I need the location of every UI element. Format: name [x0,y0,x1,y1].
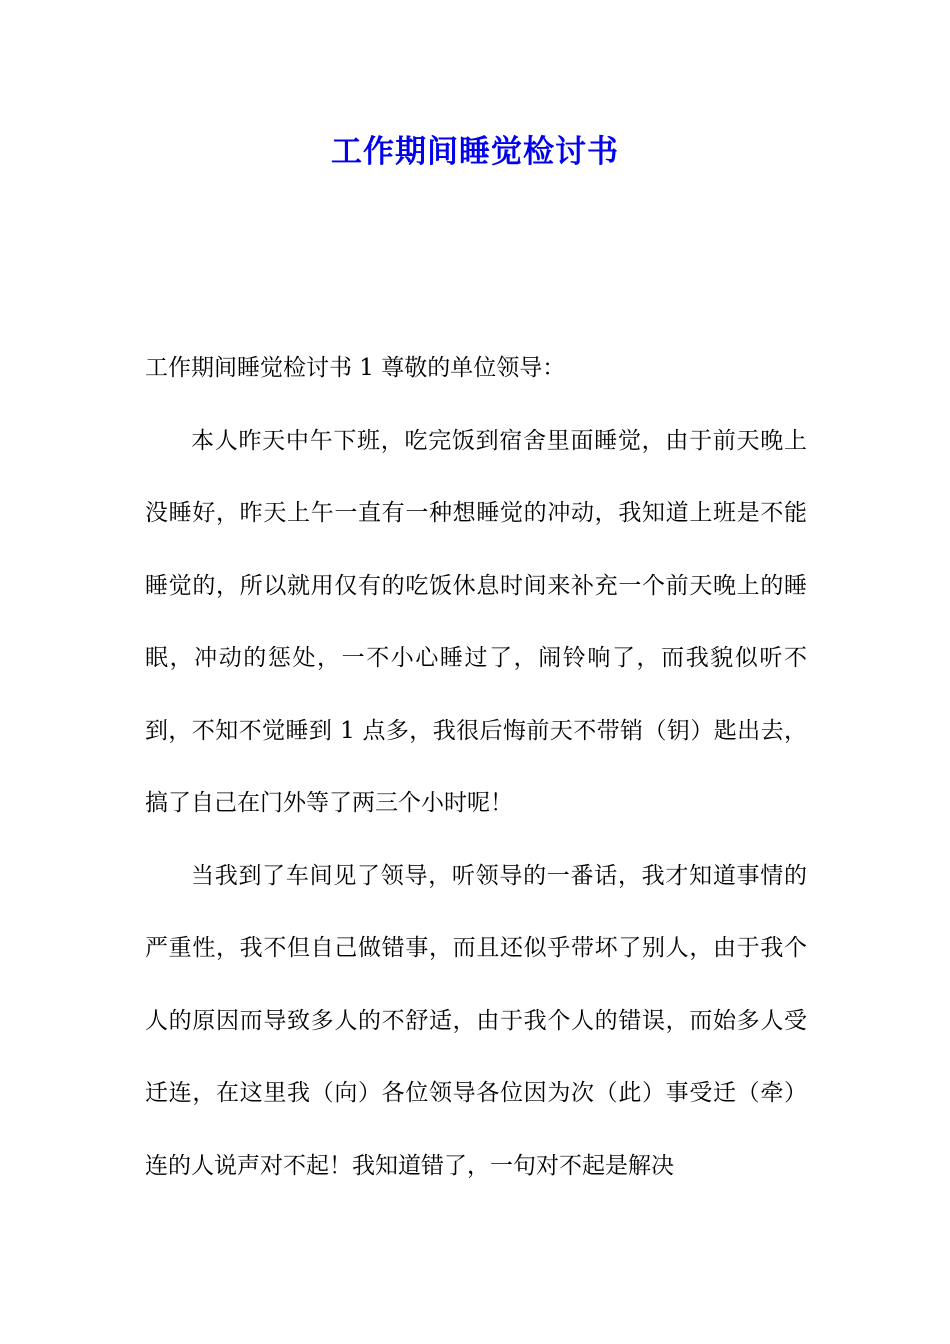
body-paragraph-2: 当我到了车间见了领导，听领导的一番话，我才知道事情的严重性，我不但自己做错事，而且还似乎带坏了别人，由于我个人的原因而导致多人的不舒适，由于我个人的错误，而始多人受迁连，在这里我（向）各位领导各位因为次（此）事受迁（牵）连的人说声对不起！我知道错了，一句对不起是解决 [145,862,807,1179]
salutation-paragraph: 工作期间睡觉检讨书 1 尊敬的单位领导： [145,355,566,381]
document-body [145,332,807,1202]
document-title: 工作期间睡觉检讨书 [331,134,619,170]
body-paragraph-1: 本人昨天中午下班，吃完饭到宿舍里面睡觉，由于前天晚上没睡好，昨天上午一直有一种想睡觉的冲动，我知道上班是不能睡觉的，所以就用仅有的吃饭休息时间来补充一个前天晚上的睡眠，冲动的惩处，一不小心睡过了，闹铃响了，而我貌似听不到，不知不觉睡到 1 点多，我很后悔前天不带销（钥）匙出去，搞了自己在门外等了两三个小时呢！ [145,427,807,816]
